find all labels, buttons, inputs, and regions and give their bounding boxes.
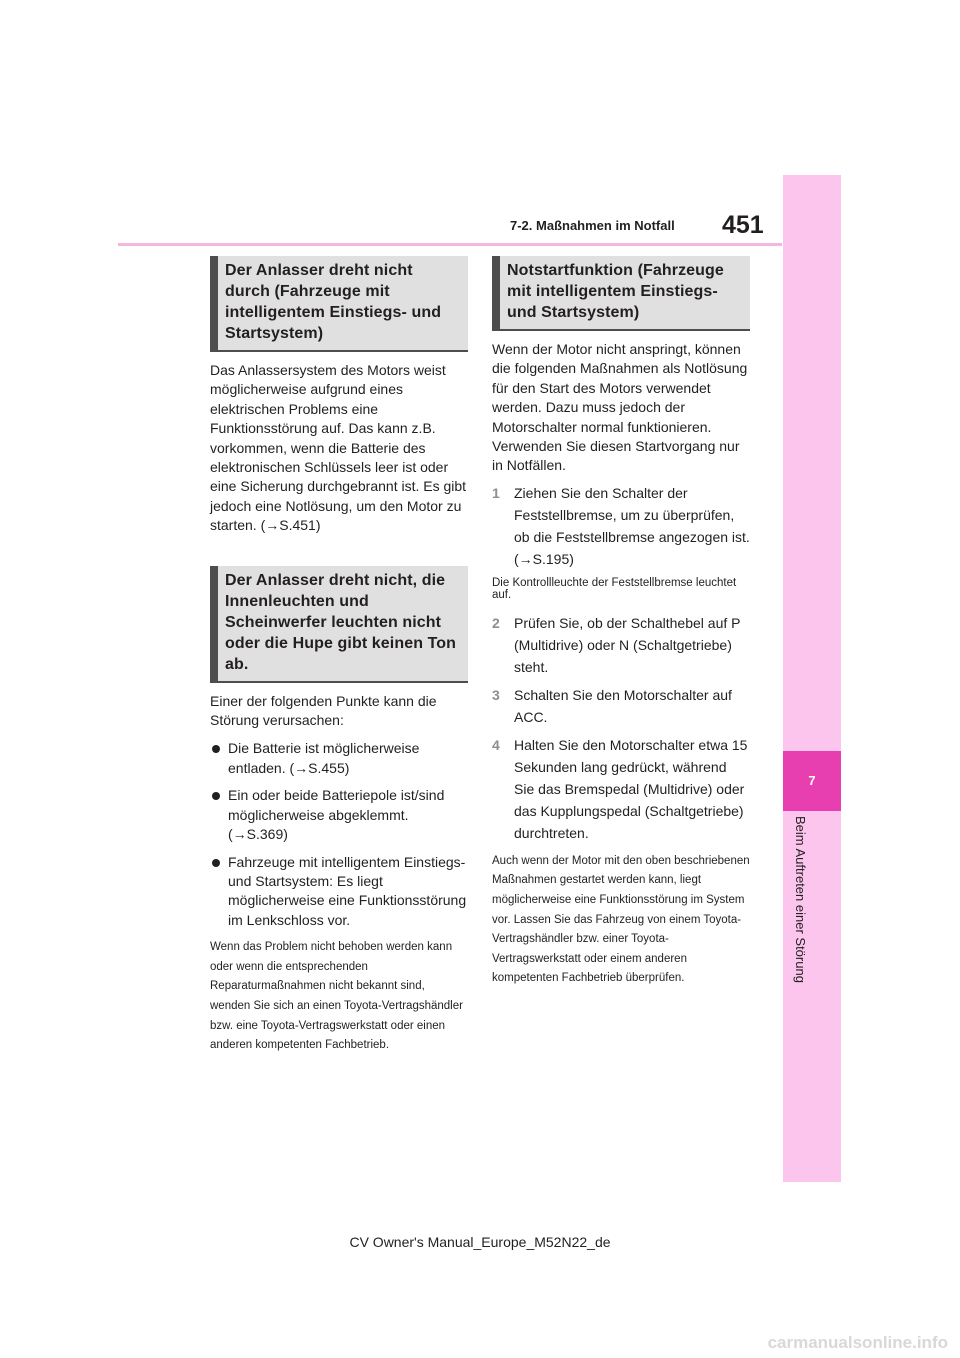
list-item xyxy=(210,739,468,778)
bullet-icon xyxy=(212,859,220,867)
chapter-label: Beim Auftreten einer Störung xyxy=(793,816,808,983)
chapter-side-tab xyxy=(783,175,841,1182)
list-item-text: Ein oder beide Batteriepole ist/sind möglicherweise abgeklemmt. (→S.369) xyxy=(228,787,445,843)
paragraph-causes-intro: Einer der folgenden Punkte kann die Störung verursachen: xyxy=(210,692,437,729)
dealer-note: Wenn das Problem nicht behoben werden kann oder wenn die entsprechenden Reparaturmaßnahmen nicht bekannt sind, wenden Sie sich an einen Toyota-Vertragshändler bzw. eine Toyota-Vertragswerkstatt oder einen anderen kompetenten Fachbetrieb. xyxy=(210,941,463,1052)
list-item-text: Die Batterie ist möglicherweise entladen. (→S.455) xyxy=(228,740,420,776)
paragraph-starter-explanation: Das Anlassersystem des Motors weist möglicherweise aufgrund eines elektrischen Problems eine Funktionsstörung auf. Das kann z.B. vorkommen, wenn die Batterie des elektronischen Schlüssels leer ist oder eine Sicherung durchgebrannt ist. Es gibt jedoch eine Notlösung, um den Motor zu starten. (→S.451) xyxy=(210,362,467,534)
step-1-note: Die Kontrollleuchte der Feststellbremse leuchtet auf. xyxy=(492,576,737,602)
step-2 xyxy=(492,612,750,678)
header-divider xyxy=(118,243,782,246)
section-title: 7-2. Maßnahmen im Notfall xyxy=(510,218,675,233)
heading-no-power: Der Anlasser dreht nicht, die Innenleuchten und Scheinwerfer leuchten nicht oder die Hupe gibt keinen Ton ab. xyxy=(210,566,468,683)
list-item-text: Fahrzeuge mit intelligentem Einstiegs- und Startsystem: Es liegt möglicherweise eine Funktionsstörung im Lenkschloss vor. xyxy=(228,853,467,928)
heading-starter-not-cranking: Der Anlasser dreht nicht durch (Fahrzeuge mit intelligentem Einstiegs- und Startsystem) xyxy=(210,256,468,352)
bullet-icon xyxy=(212,745,220,753)
step-number: 1 xyxy=(492,484,500,501)
page-number: 451 xyxy=(722,211,764,239)
heading-emergency-start: Notstartfunktion (Fahrzeuge mit intelligentem Einstiegs- und Startsystem) xyxy=(492,256,750,331)
chapter-number: 7 xyxy=(783,751,841,811)
step-number: 4 xyxy=(492,736,500,753)
step-1 xyxy=(492,482,750,570)
step-text: Schalten Sie den Motorschalter auf ACC. xyxy=(514,686,732,725)
list-item xyxy=(210,853,468,931)
left-column xyxy=(210,256,468,1056)
step-4 xyxy=(492,734,750,844)
footer-document-id: CV Owner's Manual_Europe_M52N22_de xyxy=(349,1234,611,1250)
step-number: 2 xyxy=(492,614,500,631)
causes-list xyxy=(210,739,468,930)
step-number: 3 xyxy=(492,686,500,703)
list-item xyxy=(210,786,468,844)
step-text: Halten Sie den Motorschalter etwa 15 Sekunden lang gedrückt, während Sie das Bremspedal (Multidrive) oder das Kupplungspedal (Schaltgetriebe) durchtreten. xyxy=(514,736,748,841)
paragraph-emergency-intro: Wenn der Motor nicht anspringt, können die folgenden Maßnahmen als Notlösung für den Start des Motors verwendet werden. Dazu muss jedoch der Motorschalter normal funktionieren. Verwenden Sie diesen Startvorgang nur in Notfällen. xyxy=(492,341,748,474)
malfunction-note: Auch wenn der Motor mit den oben beschriebenen Maßnahmen gestartet werden kann, liegt möglicherweise eine Funktionsstörung im System vor. Lassen Sie das Fahrzeug von einem Toyota-Vertragshändler bzw. einer Toyota-Vertragswerkstatt oder einem anderen kompetenten Fachbetrieb überprüfen. xyxy=(492,854,750,985)
step-3 xyxy=(492,684,750,728)
step-text: Prüfen Sie, ob der Schalthebel auf P (Multidrive) oder N (Schaltgetriebe) steht. xyxy=(514,614,741,675)
step-text: Ziehen Sie den Schalter der Feststellbremse, um zu überprüfen, ob die Feststellbremse angezogen ist. (→S.195) xyxy=(514,484,750,567)
right-column xyxy=(492,256,750,989)
watermark: carmanualsonline.info xyxy=(767,1333,948,1352)
bullet-icon xyxy=(212,792,220,800)
